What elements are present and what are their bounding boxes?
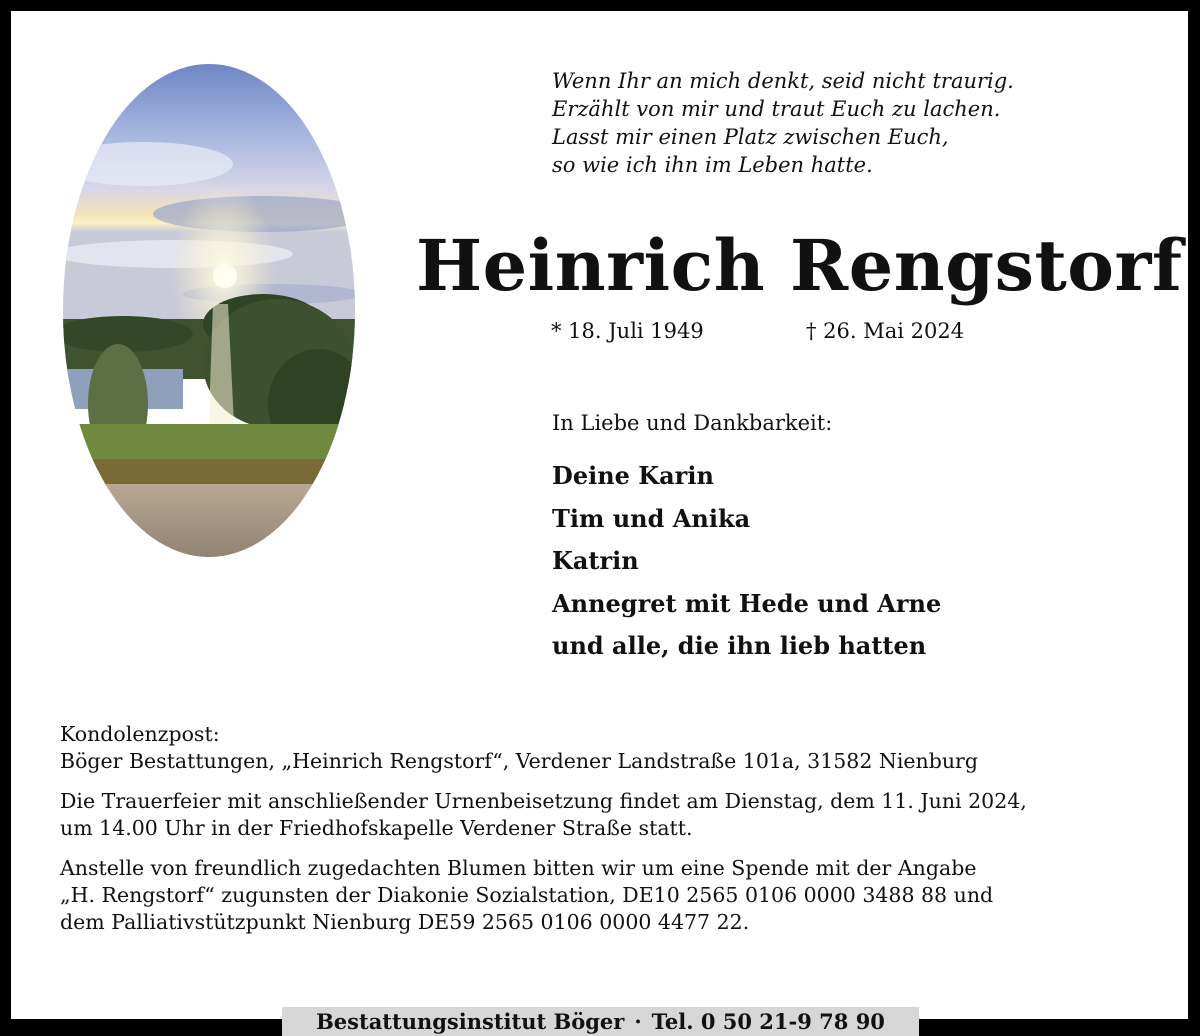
mourner-name: Katrin: [552, 546, 639, 575]
ceremony-notice: [60, 788, 1150, 842]
mourner-name: Annegret mit Hede und Arne: [552, 588, 942, 618]
poem-line: Wenn Ihr an mich denkt, seid nicht traurig.: [552, 69, 1014, 93]
funeral-home-footer: [282, 1007, 919, 1036]
info-section: [60, 721, 1150, 949]
memorial-poem: [552, 67, 1014, 179]
funeral-home-name: Bestattungsinstitut Böger: [316, 1009, 625, 1034]
mourners-intro: In Liebe und Dankbarkeit:: [552, 411, 833, 435]
mourner-name: Deine Karin: [552, 461, 714, 490]
mourners-list: [552, 455, 941, 668]
condolence-address: [60, 721, 1150, 775]
info-line: um 14.00 Uhr in der Friedhofskapelle Verdener Straße statt.: [60, 816, 693, 840]
deceased-name: Heinrich Rengstorf: [416, 224, 1183, 307]
info-line: Kondolenzpost:: [60, 722, 220, 746]
poem-line: so wie ich ihn im Leben hatte.: [552, 153, 873, 177]
poem-line: Erzählt von mir und traut Euch zu lachen.: [552, 97, 1001, 121]
mourner-name: Tim und Anika: [552, 503, 751, 533]
info-line: Anstelle von freundlich zugedachten Blumen bitten wir um eine Spende mit der Angabe: [60, 856, 977, 880]
birth-date: * 18. Juli 1949: [551, 319, 704, 343]
poem-line: Lasst mir einen Platz zwischen Euch,: [552, 125, 949, 149]
info-line: Die Trauerfeier mit anschließender Urnenbeisetzung findet am Dienstag, dem 11. Juni 2024,: [60, 789, 1027, 813]
footer-separator: ·: [634, 1009, 642, 1034]
sunset-landscape-photo: [63, 64, 355, 557]
funeral-home-phone: Tel. 0 50 21-9 78 90: [651, 1009, 885, 1034]
info-line: Böger Bestattungen, „Heinrich Rengstorf“, Verdener Landstraße 101a, 31582 Nienburg: [60, 749, 978, 773]
info-line: dem Palliativstützpunkt Nienburg DE59 2565 0106 0000 4477 22.: [60, 910, 750, 934]
info-line: „H. Rengstorf“ zugunsten der Diakonie Sozialstation, DE10 2565 0106 0000 3488 88 und: [60, 883, 994, 907]
obituary-card: [11, 11, 1188, 1019]
death-date: † 26. Mai 2024: [806, 319, 965, 343]
mourner-name: und alle, die ihn lieb hatten: [552, 631, 927, 660]
donation-notice: [60, 855, 1150, 936]
